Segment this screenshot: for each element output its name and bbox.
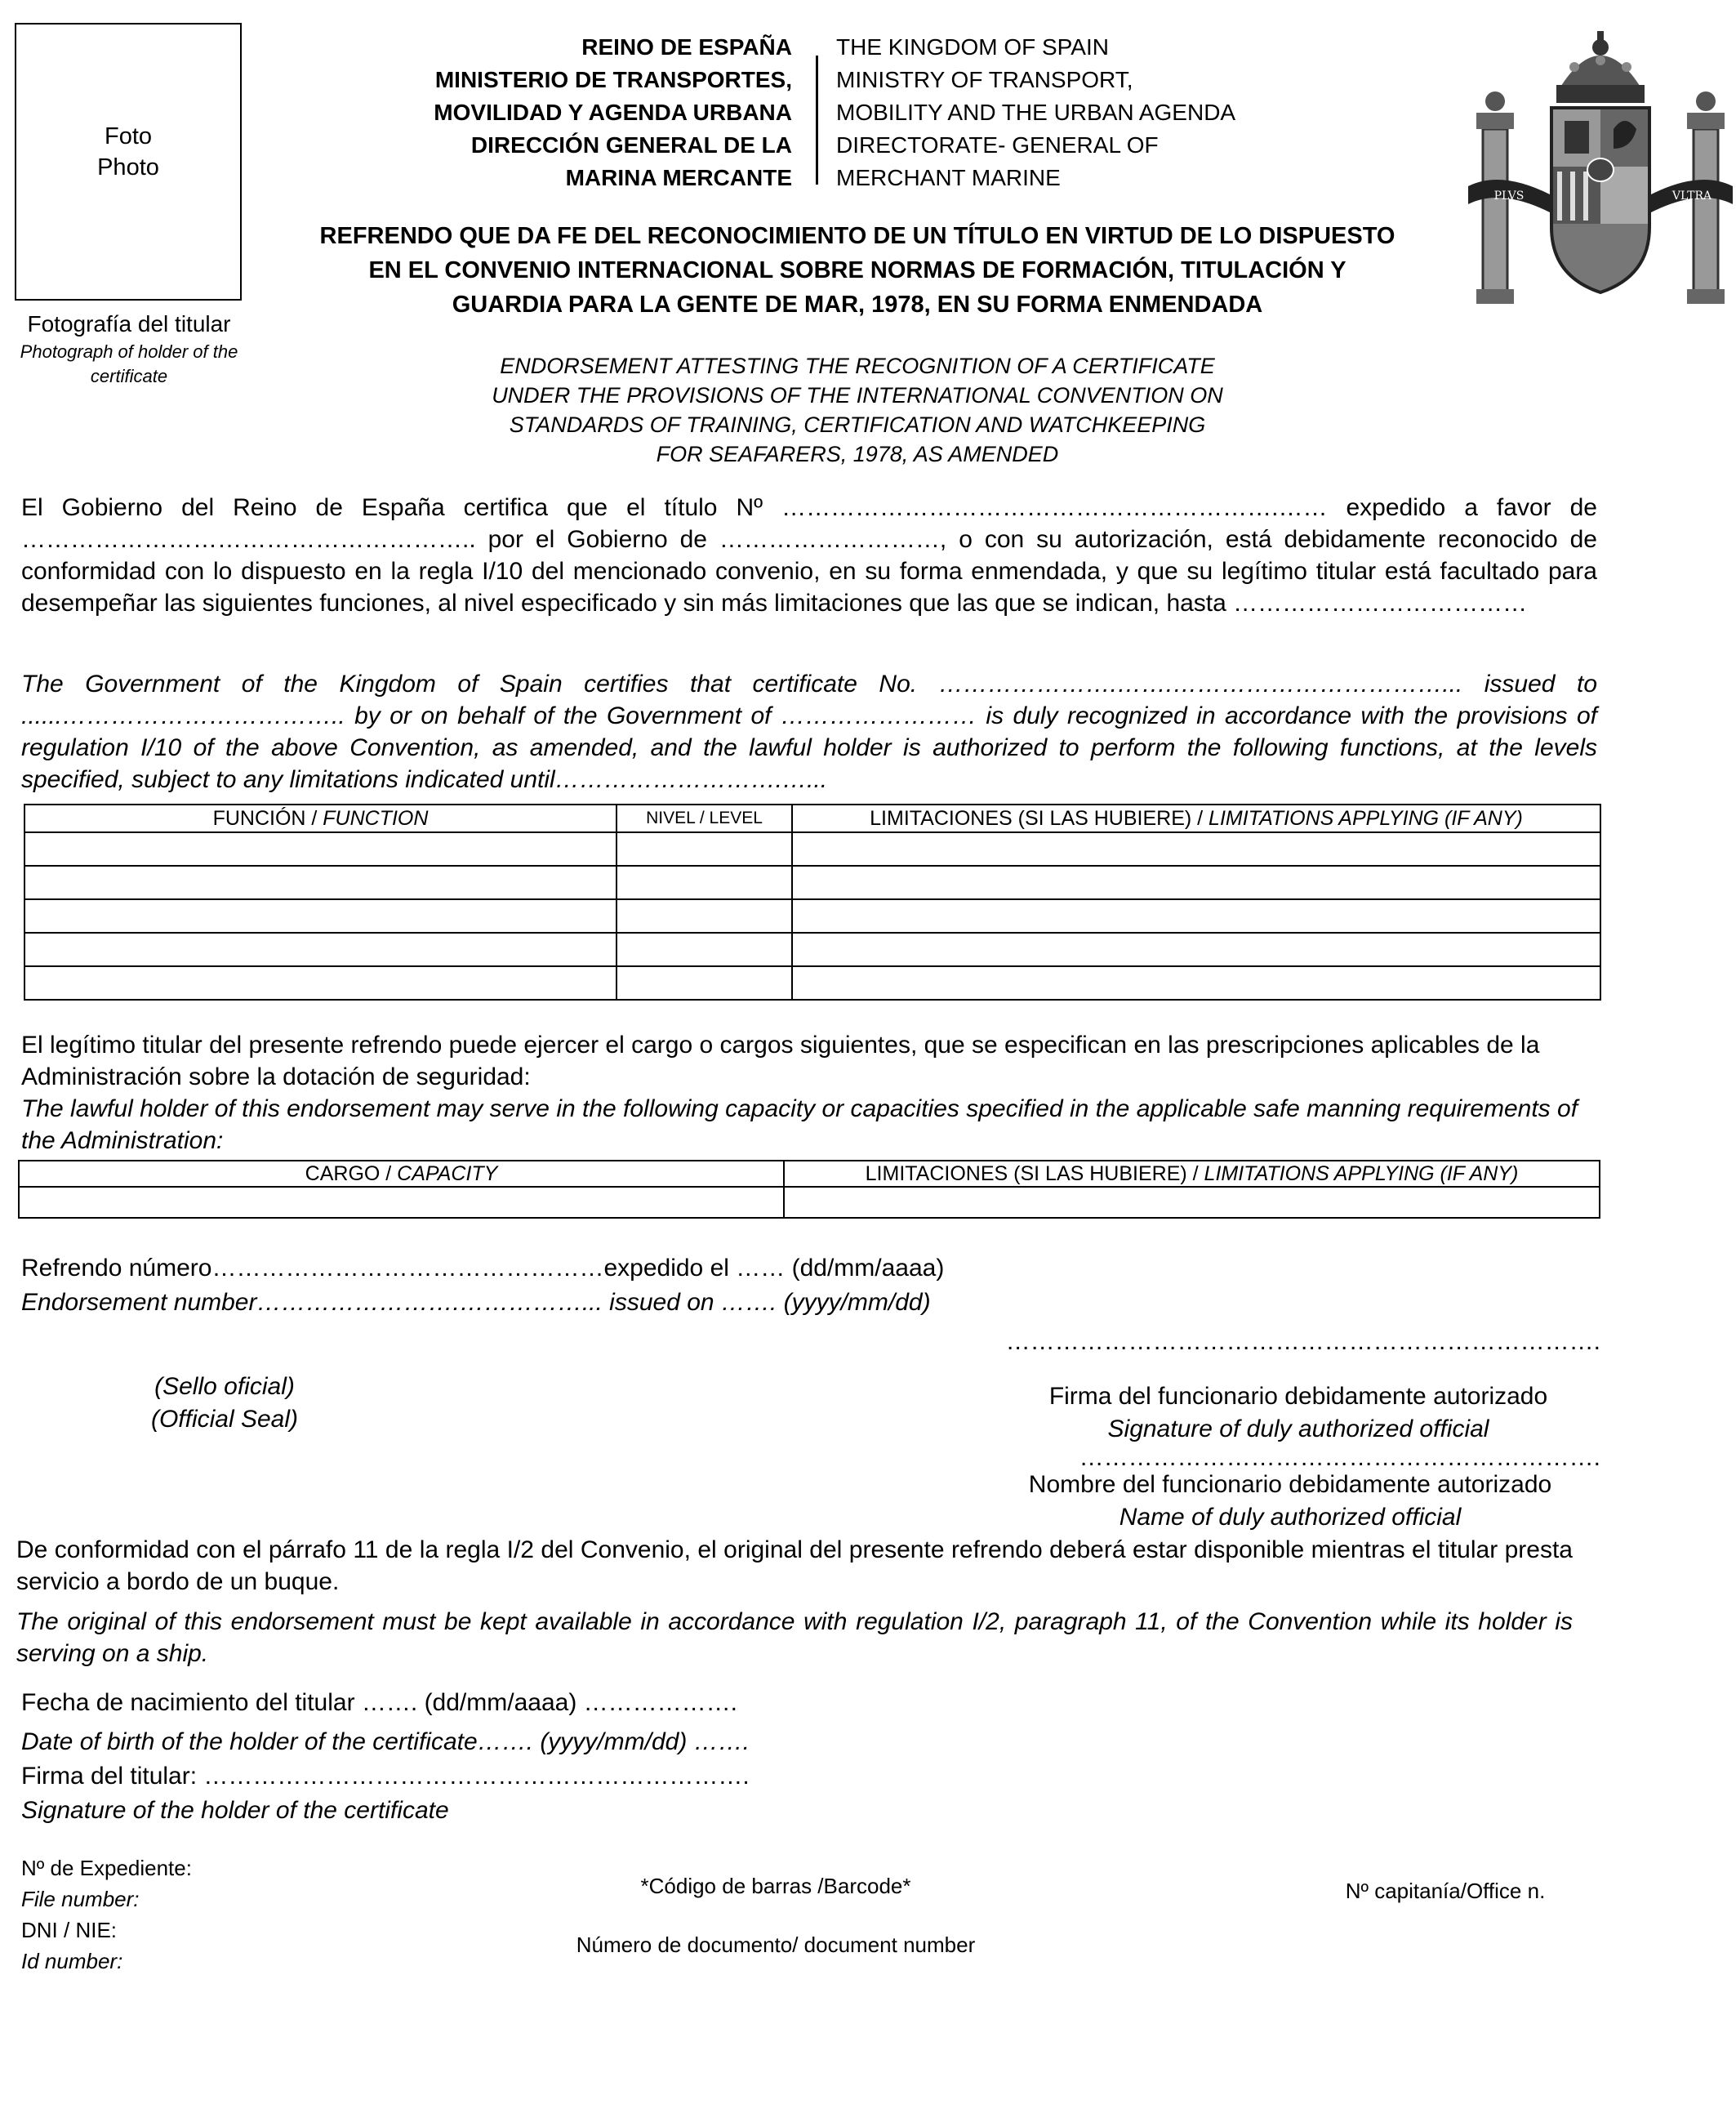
limitations-cell[interactable] xyxy=(792,966,1600,1000)
title-en xyxy=(343,351,1372,469)
motto-left: PLVS xyxy=(1493,189,1525,203)
document-number-label: Número de documento/ document number xyxy=(576,1933,976,1957)
office-number-label: Nº capitanía/Office n. xyxy=(1345,1879,1546,1903)
header-line: MERCHANT MARINE xyxy=(836,165,1061,190)
certification-en: The Government of the Kingdom of Spain certifies that certificate No. ………………….…….……………………………... issued to ......…………………………….. by or on behalf of the Government of …………………… is duly recognized in accordance with the provisions of regulation I/10 of the above Convention, as amended, and the lawful holder is authorized to perform the following functions, at the levels specified, subject to any limitations indicated until……………………….…... xyxy=(21,671,1597,793)
title-line: GUARDIA PARA LA GENTE DE MAR, 1978, EN SU FORMA ENMENDADA xyxy=(452,292,1263,318)
capacity-table xyxy=(18,1160,1600,1219)
table-row xyxy=(24,899,1600,933)
date-of-birth-es: Fecha de nacimiento del titular ……. (dd/mm/aaaa) ………………. xyxy=(21,1689,737,1716)
header-level: NIVEL / LEVEL xyxy=(617,805,792,832)
official-signature-label-en: Signature of duly authorized official xyxy=(1107,1415,1489,1442)
table-header-row xyxy=(19,1161,1600,1187)
functions-table xyxy=(24,804,1601,1001)
capacity-intro-en: The lawful holder of this endorsement may serve in the following capacity or capacities specified in the applicable safe manning requirements of the Administration: xyxy=(21,1095,1578,1154)
name-line: ………………………………………………………. xyxy=(1079,1444,1600,1471)
header-line: MINISTRY OF TRANSPORT, xyxy=(836,67,1133,92)
title-line: REFRENDO QUE DA FE DEL RECONOCIMIENTO DE UN TÍTULO EN VIRTUD DE LO DISPUESTO xyxy=(319,223,1395,249)
header-line: THE KINGDOM OF SPAIN xyxy=(836,34,1109,60)
motto-right: VLTRA xyxy=(1671,189,1712,203)
header-capacity: CARGO / CAPACITY xyxy=(19,1161,784,1187)
photo-label-en: Photo xyxy=(97,154,159,181)
function-cell[interactable] xyxy=(24,866,617,899)
header-line: MINISTERIO DE TRANSPORTES, xyxy=(434,67,792,92)
holder-signature-es: Firma del titular: …………………………………………………………. xyxy=(21,1763,750,1790)
table-row xyxy=(19,1187,1600,1218)
availability-es: De conformidad con el párrafo 11 de la regla I/2 del Convenio, el original del presente refrendo deberá estar disponible mientras el titular presta servicio a bordo de un buque. xyxy=(16,1536,1573,1595)
header-line: MOBILITY AND THE URBAN AGENDA xyxy=(836,100,1236,125)
id-number-label-en: Id number: xyxy=(21,1949,123,1973)
date-of-birth-en: Date of birth of the holder of the certificate……. (yyyy/mm/dd) ……. xyxy=(21,1728,750,1755)
limitations-cell[interactable] xyxy=(792,899,1600,933)
function-cell[interactable] xyxy=(24,832,617,866)
id-number-label-es: DNI / NIE: xyxy=(21,1918,118,1942)
ministry-header-es xyxy=(294,31,792,194)
table-row xyxy=(24,832,1600,866)
holder-signature-en: Signature of the holder of the certificate xyxy=(21,1797,449,1824)
header-divider xyxy=(816,56,818,185)
limitations-cell[interactable] xyxy=(784,1187,1600,1218)
file-number-label-es: Nº de Expediente: xyxy=(21,1856,192,1880)
title-line: UNDER THE PROVISIONS OF THE INTERNATIONAL CONVENTION ON xyxy=(492,383,1223,408)
photo-label-es: Foto xyxy=(104,123,153,149)
header-limitations: LIMITACIONES (SI LAS HUBIERE) / LIMITATIONS APPLYING (IF ANY) xyxy=(792,805,1600,832)
official-seal-en: (Official Seal) xyxy=(150,1406,299,1433)
coat-of-arms-icon xyxy=(1468,31,1733,309)
limitations-cell[interactable] xyxy=(792,866,1600,899)
official-signature-label-es: Firma del funcionario debidamente autorizado xyxy=(1048,1383,1548,1410)
level-cell[interactable] xyxy=(617,933,792,966)
certification-es: El Gobierno del Reino de España certifica que el título Nº …………………………………………………….…… expedido a favor de ……………………………………………….. por el Gobierno de ………………………, o con su autorización, está debidamente reconocido de conformidad con lo dispuesto en la regla I/10 del mencionado convenio, en su forma enmendada, y que su legítimo titular está facultado para desempeñar las siguientes funciones, al nivel especificado y sin más limitaciones que las que se indican, hasta ……………………………… xyxy=(21,494,1597,617)
official-name-label-es: Nombre del funcionario debidamente autorizado xyxy=(1028,1471,1552,1498)
title-line: ENDORSEMENT ATTESTING THE RECOGNITION OF A CERTIFICATE xyxy=(500,354,1215,378)
photo-caption-en: Photograph of holder of the certificate xyxy=(20,341,238,386)
level-cell[interactable] xyxy=(617,899,792,933)
level-cell[interactable] xyxy=(617,966,792,1000)
limitations-cell[interactable] xyxy=(792,933,1600,966)
title-es xyxy=(245,219,1470,322)
limitations-cell[interactable] xyxy=(792,832,1600,866)
level-cell[interactable] xyxy=(617,866,792,899)
header-line: REINO DE ESPAÑA xyxy=(581,34,792,60)
availability-en: The original of this endorsement must be kept available in accordance with regulation I/2, paragraph 11, of the Convention while its holder is serving on a ship. xyxy=(16,1608,1573,1667)
level-cell[interactable] xyxy=(617,832,792,866)
barcode-label: *Código de barras /Barcode* xyxy=(640,1874,911,1898)
photo-caption-es: Fotografía del titular xyxy=(27,311,231,337)
endorsement-number-en: Endorsement number…………………….……………... issued on ……. (yyyy/mm/dd) xyxy=(21,1289,931,1316)
header-line: MARINA MERCANTE xyxy=(565,165,792,190)
header-line: DIRECCIÓN GENERAL DE LA xyxy=(470,132,792,158)
ministry-header-en xyxy=(836,31,1342,194)
signature-line: ………………………………………………………………. xyxy=(1005,1328,1600,1355)
table-row xyxy=(24,866,1600,899)
endorsement-number-es: Refrendo número…………………………………………expedido el …… (dd/mm/aaaa) xyxy=(21,1255,945,1282)
table-row xyxy=(24,933,1600,966)
function-cell[interactable] xyxy=(24,899,617,933)
title-line: STANDARDS OF TRAINING, CERTIFICATION AND WATCHKEEPING xyxy=(509,412,1206,437)
file-number-label-en: File number: xyxy=(21,1887,140,1911)
table-row xyxy=(24,966,1600,1000)
title-line: EN EL CONVENIO INTERNACIONAL SOBRE NORMAS DE FORMACIÓN, TITULACIÓN Y xyxy=(368,257,1347,283)
function-cell[interactable] xyxy=(24,933,617,966)
header-function: FUNCIÓN / FUNCTION xyxy=(24,805,617,832)
official-name-label-en: Name of duly authorized official xyxy=(1119,1504,1462,1531)
header-line: MOVILIDAD Y AGENDA URBANA xyxy=(434,100,792,125)
table-header-row xyxy=(24,805,1600,832)
function-cell[interactable] xyxy=(24,966,617,1000)
capacity-cell[interactable] xyxy=(19,1187,784,1218)
capacity-intro xyxy=(21,1029,1597,1157)
photo-placeholder-label xyxy=(15,121,242,183)
official-seal-es: (Sello oficial) xyxy=(154,1373,295,1400)
capacity-intro-es: El legítimo titular del presente refrendo puede ejercer el cargo o cargos siguientes, que se especifican en las prescripciones aplicables de la Administración sobre la dotación de seguridad: xyxy=(21,1032,1540,1090)
header-line: DIRECTORATE- GENERAL OF xyxy=(836,132,1159,158)
header-limitations: LIMITACIONES (SI LAS HUBIERE) / LIMITATIONS APPLYING (IF ANY) xyxy=(784,1161,1600,1187)
title-line: FOR SEAFARERS, 1978, AS AMENDED xyxy=(656,442,1059,466)
